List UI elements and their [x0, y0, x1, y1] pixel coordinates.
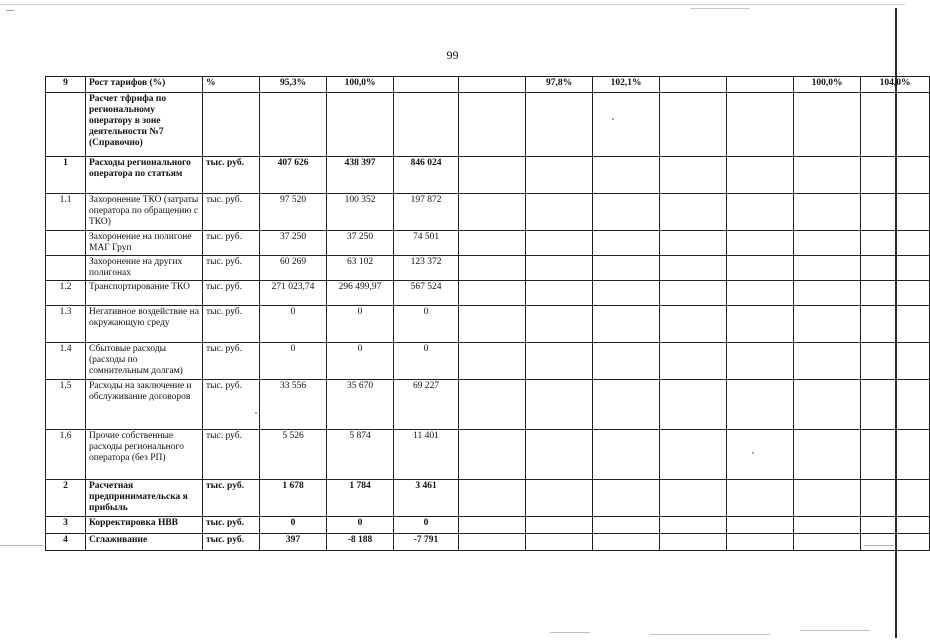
value-cell: 97,8%	[526, 77, 593, 93]
value-cell: 11 401	[394, 430, 459, 480]
table-row	[46, 194, 930, 231]
row-number-cell	[46, 231, 86, 256]
value-cell: 37 250	[327, 231, 394, 256]
tariff-table	[45, 76, 930, 551]
value-cell	[459, 281, 526, 306]
value-cell	[394, 77, 459, 93]
value-cell: 63 102	[327, 256, 394, 281]
value-cell: 0	[260, 306, 327, 343]
value-cell	[861, 157, 930, 194]
value-cell	[593, 281, 660, 306]
value-cell	[526, 93, 593, 157]
table-row	[46, 343, 930, 380]
value-cell	[861, 534, 930, 551]
scan-artifact-top-left	[6, 10, 14, 11]
scan-artifact-footer-2	[650, 634, 770, 635]
value-cell	[459, 517, 526, 534]
value-cell	[794, 480, 861, 517]
value-cell	[861, 380, 930, 430]
row-unit-cell: тыс. руб.	[203, 480, 260, 517]
value-cell	[459, 77, 526, 93]
value-cell	[660, 430, 727, 480]
value-cell	[794, 157, 861, 194]
value-cell	[660, 93, 727, 157]
value-cell	[727, 343, 794, 380]
scan-speck	[612, 118, 614, 120]
value-cell	[861, 256, 930, 281]
table-row	[46, 380, 930, 430]
row-number-cell: 9	[46, 77, 86, 93]
value-cell	[593, 517, 660, 534]
row-name-cell: Негативное воздействие на окружающую среду	[86, 306, 203, 343]
row-number-cell: 1.1	[46, 194, 86, 231]
value-cell	[593, 534, 660, 551]
scan-artifact-top-right	[690, 8, 750, 9]
value-cell	[660, 517, 727, 534]
value-cell: 0	[394, 306, 459, 343]
value-cell	[861, 231, 930, 256]
value-cell	[794, 517, 861, 534]
value-cell	[526, 480, 593, 517]
row-unit-cell: тыс. руб.	[203, 517, 260, 534]
row-unit-cell: тыс. руб.	[203, 256, 260, 281]
value-cell	[794, 343, 861, 380]
table-row	[46, 281, 930, 306]
row-unit-cell: тыс. руб.	[203, 343, 260, 380]
value-cell	[526, 231, 593, 256]
value-cell: 0	[327, 306, 394, 343]
value-cell	[459, 480, 526, 517]
value-cell	[794, 534, 861, 551]
row-number-cell	[46, 256, 86, 281]
value-cell	[660, 380, 727, 430]
value-cell	[593, 194, 660, 231]
value-cell: 3 461	[394, 480, 459, 517]
row-number-cell: 2	[46, 480, 86, 517]
row-name-cell: Захоронение ТКО (затраты оператора по обращению с ТКО)	[86, 194, 203, 231]
value-cell: 69 227	[394, 380, 459, 430]
scan-artifact-bottom-right	[864, 545, 894, 546]
scan-speck	[752, 452, 754, 454]
value-cell	[727, 157, 794, 194]
row-unit-cell: тыс. руб.	[203, 194, 260, 231]
value-cell: 102,1%	[593, 77, 660, 93]
value-cell: 271 023,74	[260, 281, 327, 306]
value-cell	[526, 306, 593, 343]
row-name-cell: Захоронение на полигоне МАГ Груп	[86, 231, 203, 256]
table-row	[46, 231, 930, 256]
value-cell	[794, 306, 861, 343]
value-cell	[459, 256, 526, 281]
value-cell	[593, 93, 660, 157]
row-number-cell: 3	[46, 517, 86, 534]
row-unit-cell: тыс. руб.	[203, 231, 260, 256]
value-cell: 123 372	[394, 256, 459, 281]
value-cell	[861, 281, 930, 306]
value-cell	[660, 194, 727, 231]
value-cell: 296 499,97	[327, 281, 394, 306]
value-cell	[727, 306, 794, 343]
value-cell: 37 250	[260, 231, 327, 256]
value-cell: 0	[260, 343, 327, 380]
value-cell	[727, 194, 794, 231]
row-unit-cell: тыс. руб.	[203, 380, 260, 430]
value-cell	[794, 430, 861, 480]
value-cell	[459, 380, 526, 430]
value-cell: 1 678	[260, 480, 327, 517]
value-cell	[727, 534, 794, 551]
value-cell: 74 501	[394, 231, 459, 256]
value-cell	[660, 231, 727, 256]
value-cell: 100 352	[327, 194, 394, 231]
row-name-cell: Расчет тфрифа по региональному оператору в зоне деятельности №7 (Справочно)	[86, 93, 203, 157]
value-cell: 104,0%	[861, 77, 930, 93]
value-cell	[727, 231, 794, 256]
row-number-cell	[46, 93, 86, 157]
value-cell: 0	[327, 343, 394, 380]
row-name-cell: Корректировка НВВ	[86, 517, 203, 534]
value-cell: 33 556	[260, 380, 327, 430]
table-row	[46, 480, 930, 517]
value-cell	[861, 430, 930, 480]
row-name-cell: Сбытовые расходы (расходы по сомнительным долгам)	[86, 343, 203, 380]
value-cell	[593, 306, 660, 343]
value-cell: 846 024	[394, 157, 459, 194]
value-cell	[260, 93, 327, 157]
value-cell	[727, 430, 794, 480]
page-number: 99	[446, 48, 459, 62]
value-cell	[660, 306, 727, 343]
value-cell	[593, 430, 660, 480]
value-cell	[794, 231, 861, 256]
table-row	[46, 77, 930, 93]
value-cell: 5 526	[260, 430, 327, 480]
value-cell	[794, 93, 861, 157]
value-cell	[593, 480, 660, 517]
value-cell	[526, 517, 593, 534]
value-cell	[861, 517, 930, 534]
row-name-cell: Расчетная предпринимательска я прибыль	[86, 480, 203, 517]
row-number-cell: 1	[46, 157, 86, 194]
value-cell	[727, 480, 794, 517]
row-unit-cell: тыс. руб.	[203, 157, 260, 194]
value-cell	[660, 343, 727, 380]
scan-artifact-top	[0, 4, 905, 5]
value-cell	[794, 256, 861, 281]
value-cell	[794, 281, 861, 306]
value-cell: 438 397	[327, 157, 394, 194]
row-number-cell: 1.5	[46, 380, 86, 430]
row-number-cell: 4	[46, 534, 86, 551]
row-unit-cell	[203, 93, 260, 157]
value-cell	[593, 256, 660, 281]
row-unit-cell: %	[203, 77, 260, 93]
row-number-cell: 1.3	[46, 306, 86, 343]
table-row	[46, 430, 930, 480]
value-cell: 97 520	[260, 194, 327, 231]
row-number-cell: 1.4	[46, 343, 86, 380]
value-cell: 100,0%	[794, 77, 861, 93]
value-cell	[526, 430, 593, 480]
scan-speck	[255, 412, 257, 414]
value-cell	[794, 194, 861, 231]
value-cell	[727, 517, 794, 534]
value-cell: 60 269	[260, 256, 327, 281]
value-cell	[593, 231, 660, 256]
value-cell	[459, 534, 526, 551]
value-cell	[660, 157, 727, 194]
table-row	[46, 157, 930, 194]
value-cell: 397	[260, 534, 327, 551]
scan-artifact-bottom-left	[0, 545, 44, 546]
value-cell: 567 524	[394, 281, 459, 306]
row-name-cell: Прочие собственные расходы регионального оператора (без РП)	[86, 430, 203, 480]
value-cell	[861, 194, 930, 231]
row-name-cell: Сглаживание	[86, 534, 203, 551]
row-number-cell: 1.6	[46, 430, 86, 480]
value-cell: 197 872	[394, 194, 459, 231]
table-row	[46, 306, 930, 343]
table-body	[46, 77, 930, 551]
row-unit-cell: тыс. руб.	[203, 430, 260, 480]
value-cell: 0	[327, 517, 394, 534]
value-cell: 407 626	[260, 157, 327, 194]
value-cell: -7 791	[394, 534, 459, 551]
row-name-cell: Расходы регионального оператора по статьям	[86, 157, 203, 194]
value-cell	[593, 380, 660, 430]
value-cell	[526, 380, 593, 430]
value-cell	[660, 534, 727, 551]
value-cell	[861, 306, 930, 343]
value-cell	[660, 256, 727, 281]
value-cell	[861, 480, 930, 517]
value-cell: 95,3%	[260, 77, 327, 93]
scan-artifact-footer-1	[550, 632, 590, 633]
value-cell	[727, 77, 794, 93]
value-cell	[394, 93, 459, 157]
row-unit-cell: тыс. руб.	[203, 534, 260, 551]
value-cell: 100,0%	[327, 77, 394, 93]
value-cell	[727, 256, 794, 281]
row-number-cell: 1.2	[46, 281, 86, 306]
row-name-cell: Расходы на заключение и обслуживание договоров	[86, 380, 203, 430]
value-cell	[459, 157, 526, 194]
value-cell	[861, 343, 930, 380]
value-cell: 0	[260, 517, 327, 534]
row-unit-cell: тыс. руб.	[203, 306, 260, 343]
value-cell	[593, 343, 660, 380]
value-cell	[459, 93, 526, 157]
row-name-cell: Захоронение на других полигонах	[86, 256, 203, 281]
table-row	[46, 93, 930, 157]
value-cell	[526, 194, 593, 231]
value-cell	[660, 77, 727, 93]
value-cell: 0	[394, 517, 459, 534]
value-cell	[861, 93, 930, 157]
value-cell: 1 784	[327, 480, 394, 517]
value-cell: 0	[394, 343, 459, 380]
table-row	[46, 534, 930, 551]
row-name-cell: Рост тарифов (%)	[86, 77, 203, 93]
value-cell	[526, 281, 593, 306]
value-cell	[593, 157, 660, 194]
value-cell	[727, 281, 794, 306]
value-cell	[459, 306, 526, 343]
value-cell	[459, 231, 526, 256]
value-cell: -8 188	[327, 534, 394, 551]
value-cell	[727, 380, 794, 430]
row-name-cell: Транспортирование ТКО	[86, 281, 203, 306]
value-cell	[459, 430, 526, 480]
value-cell: 35 670	[327, 380, 394, 430]
value-cell	[660, 480, 727, 517]
value-cell: 5 874	[327, 430, 394, 480]
value-cell	[660, 281, 727, 306]
value-cell	[526, 256, 593, 281]
value-cell	[327, 93, 394, 157]
value-cell	[526, 343, 593, 380]
value-cell	[526, 157, 593, 194]
value-cell	[727, 93, 794, 157]
table-row	[46, 517, 930, 534]
value-cell	[459, 194, 526, 231]
value-cell	[794, 380, 861, 430]
value-cell	[526, 534, 593, 551]
row-unit-cell: тыс. руб.	[203, 281, 260, 306]
scan-artifact-footer-3	[800, 630, 870, 631]
table-row	[46, 256, 930, 281]
value-cell	[459, 343, 526, 380]
